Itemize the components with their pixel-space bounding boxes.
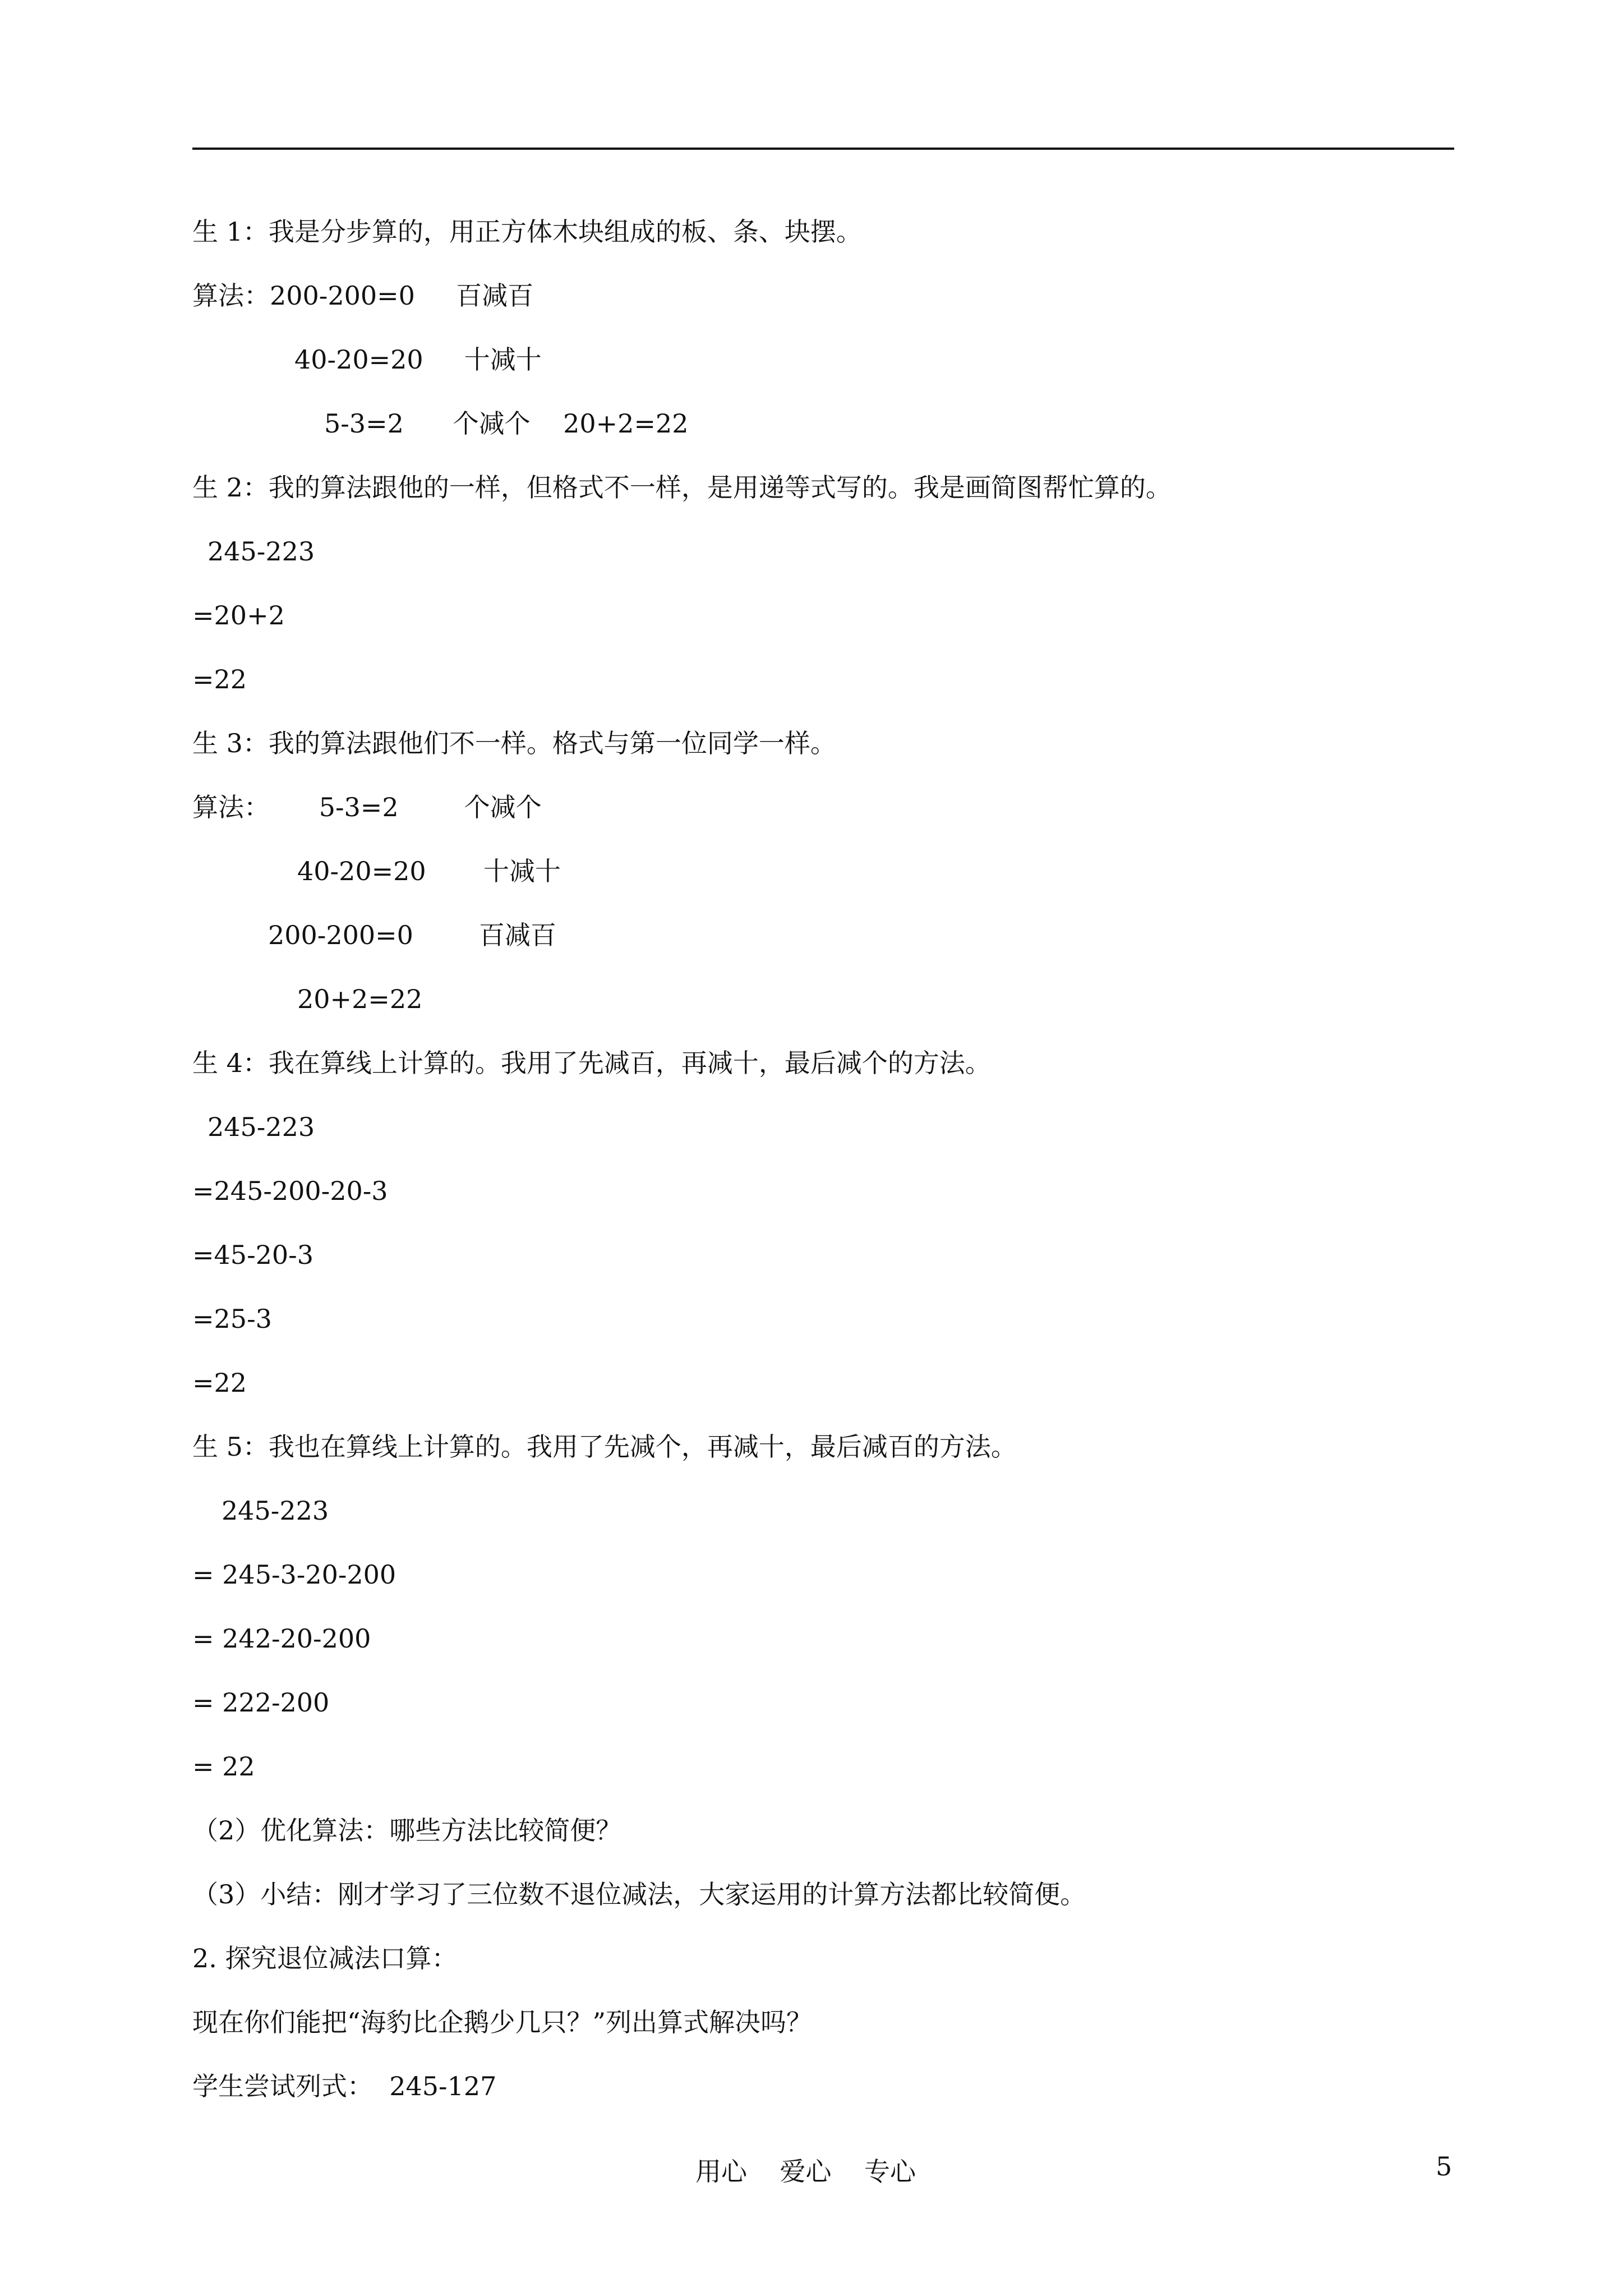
text-line: = 222-200 <box>192 1687 330 1718</box>
text-line: 学生尝试列式： 245-127 <box>192 2071 497 2101</box>
text-line: 40-20=20 十减十 <box>297 856 561 886</box>
text-line: 40-20=20 十减十 <box>294 344 542 375</box>
text-line: 245-223 <box>222 1496 329 1526</box>
header-rule <box>192 148 1454 150</box>
text-line: 245-223 <box>208 536 315 567</box>
text-line: 算法：200-200=0 百减百 <box>192 280 534 311</box>
footer-motto: 用心 爱心 专心 <box>695 2156 916 2187</box>
text-line: 20+2=22 <box>297 984 423 1014</box>
text-line: =245-200-20-3 <box>192 1176 388 1206</box>
text-line: 生 5：我也在算线上计算的。我用了先减个，再减十，最后减百的方法。 <box>192 1432 1017 1462</box>
text-line: = 242-20-200 <box>192 1623 371 1654</box>
text-line: = 245-3-20-200 <box>192 1559 396 1590</box>
text-line: 生 4：我在算线上计算的。我用了先减百，再减十，最后减个的方法。 <box>192 1048 991 1078</box>
text-line: 200-200=0 百减百 <box>268 920 556 950</box>
text-line: =22 <box>192 1368 247 1398</box>
text-line: 生 3：我的算法跟他们不一样。格式与第一位同学一样。 <box>192 728 836 758</box>
text-line: 现在你们能把“海豹比企鹅少几只？”列出算式解决吗？ <box>192 2007 813 2037</box>
text-line: 5-3=2 个减个 20+2=22 <box>324 408 689 439</box>
text-line: 生 2：我的算法跟他的一样，但格式不一样，是用递等式写的。我是画简图帮忙算的。 <box>192 472 1172 503</box>
text-line: = 22 <box>192 1751 255 1782</box>
text-line: =25-3 <box>192 1304 272 1334</box>
text-line: =22 <box>192 664 247 694</box>
text-line: =20+2 <box>192 600 285 631</box>
page-number: 5 <box>1436 2151 1453 2182</box>
text-line: （3）小结：刚才学习了三位数不退位减法，大家运用的计算方法都比较简便。 <box>192 1879 1086 1910</box>
text-line: （2）优化算法：哪些方法比较简便？ <box>192 1815 622 1846</box>
text-line: =45-20-3 <box>192 1240 313 1270</box>
text-line: 245-223 <box>208 1112 315 1142</box>
text-line: 2. 探究退位减法口算： <box>192 1943 458 1973</box>
text-line: 生 1：我是分步算的，用正方体木块组成的板、条、块摆。 <box>192 217 862 247</box>
text-line: 算法： 5-3=2 个减个 <box>192 792 542 822</box>
